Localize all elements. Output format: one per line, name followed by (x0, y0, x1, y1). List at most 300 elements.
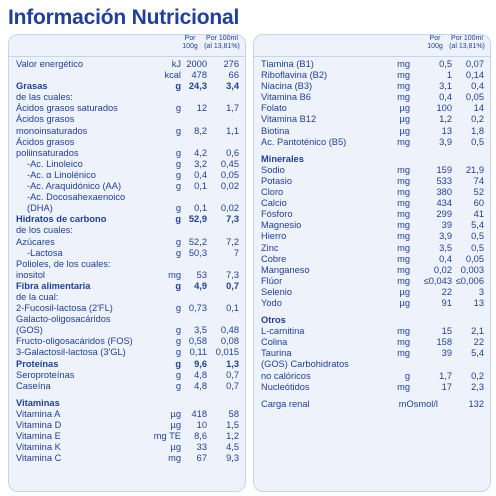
section-fats (9, 81, 245, 214)
nutrient-row-ac-pantotenico-b5 (254, 137, 490, 148)
value-per-100ml: 9,3 (226, 453, 239, 464)
nutrient-unit: g (175, 236, 181, 247)
nutrient-row-vitaminas (9, 398, 245, 409)
nutrient-label: Flúor (261, 275, 283, 286)
nutrient-row-yodo (254, 298, 490, 309)
value-per-100g: 39 (441, 348, 452, 359)
nutrient-unit: g (175, 214, 181, 225)
nutrient-label: Nucleótidos (261, 381, 310, 392)
value-per-100g: 13 (441, 125, 452, 136)
value-per-100g: 3,1 (439, 81, 452, 92)
renal-load-unit: mOsmol/l (398, 398, 438, 409)
value-per-100ml: 60 (473, 198, 484, 209)
nutrient-row-vitamina-d (9, 420, 245, 431)
nutrient-row-vitamina-e (9, 431, 245, 442)
nutrient-row-ac-linolenico (9, 170, 245, 181)
value-per-100ml: 0,6 (226, 147, 239, 158)
nutrient-label: Fibra alimentaria (16, 280, 91, 291)
nutrient-label: de la cual: (16, 291, 59, 302)
nutrient-unit: g (175, 358, 181, 369)
nutrient-label: Manganeso (261, 264, 310, 275)
section-minerals (254, 154, 490, 309)
nutrient-label: Galacto-oligosacáridos (16, 314, 111, 325)
value-per-100ml: 41 (473, 209, 484, 220)
nutrient-row-colina (254, 337, 490, 348)
value-per-100ml: 0,7 (226, 280, 239, 291)
value-per-100ml: 0,4 (471, 81, 484, 92)
value-per-100g: 52,9 (188, 214, 207, 225)
nutrient-unit: mg (397, 70, 410, 81)
value-per-100g: 4,2 (194, 147, 207, 158)
nutrient-row-vitamina-b12 (254, 114, 490, 125)
nutrient-unit: mg (397, 81, 410, 92)
nutrient-label: Proteínas (16, 358, 59, 369)
nutrient-row-azucares (9, 237, 245, 248)
nutrient-row-acidos-grasos (9, 137, 245, 148)
nutrient-unit: g (175, 125, 181, 136)
nutrient-unit: g (175, 147, 181, 158)
nutrient-row-sodio (254, 165, 490, 176)
value-per-100g: 0,4 (439, 253, 452, 264)
header-divider (9, 56, 245, 57)
value-per-100ml: 0,02 (220, 181, 239, 192)
nutrient-label: Taurina (261, 348, 292, 359)
value-per-100g: 3,5 (194, 325, 207, 336)
nutrient-row-monoinsaturados (9, 126, 245, 137)
nutrient-unit: mg (397, 275, 410, 286)
nutrient-row-nucleotidos (254, 382, 490, 393)
value-per-100g: 3,2 (194, 158, 207, 169)
nutrient-row-acidos-grasos (9, 114, 245, 125)
header-divider-right (254, 56, 490, 57)
nutrient-unit: mg (397, 242, 410, 253)
nutrient-row-otros (254, 315, 490, 326)
header-per-100ml-right (446, 35, 488, 53)
nutrient-row-seroproteinas (9, 370, 245, 381)
header-per-100ml-line1: Por 100ml (206, 35, 238, 42)
nutrient-label: Colina (261, 337, 288, 348)
nutrient-row-hidratos-de-carbono (9, 214, 245, 225)
value-per-100g: 24,3 (188, 81, 207, 92)
nutrient-unit: mg (397, 326, 410, 337)
nutrient-unit: g (175, 380, 181, 391)
nutrient-row-no-caloricos (254, 371, 490, 382)
value-per-100ml: 14 (473, 103, 484, 114)
nutrient-label: Valor energético (16, 59, 84, 69)
nutrient-label: Fósforo (261, 209, 293, 220)
nutrient-row-vitamina-b6 (254, 92, 490, 103)
nutrient-unit: mg (168, 453, 181, 464)
nutrient-label: Yodo (261, 297, 282, 308)
value-per-100ml: ≤0,006 (455, 275, 484, 286)
value-per-100ml: 2,3 (471, 381, 484, 392)
nutrient-row-manganeso (254, 265, 490, 276)
nutrient-unit: g (175, 169, 181, 180)
nutrient-row-grasas (9, 81, 245, 92)
value-per-100ml: 276 (223, 59, 239, 69)
nutrient-unit: mg TE (153, 431, 181, 442)
nutrient-row-polioles-de-los-cuales (9, 259, 245, 270)
value-per-100g: 53 (196, 269, 207, 280)
nutrient-label: Sodio (261, 164, 285, 175)
value-per-100g: 434 (436, 198, 452, 209)
nutrient-unit: µg (170, 420, 181, 430)
nutrient-row-poliinsaturados (9, 148, 245, 159)
nutrient-label: Ácidos grasos (16, 136, 75, 147)
value-per-100g: 3,9 (439, 136, 452, 147)
value-per-100ml: 0,7 (226, 369, 239, 380)
nutrient-unit: mg (397, 136, 410, 147)
nutrient-label: L-carnitina (261, 326, 305, 337)
nutrient-label: (GOS) (16, 325, 43, 336)
nutrient-row-galacto-oligosacaridos (9, 314, 245, 325)
nutrient-row-caseina (9, 381, 245, 392)
value-per-100g: 10 (196, 420, 207, 430)
nutrient-row-taurina (254, 348, 490, 359)
nutrient-unit: g (175, 347, 181, 358)
value-per-100ml: 5,4 (471, 220, 484, 231)
nutrient-label: Hidratos de carbono (16, 214, 107, 225)
header-per-100ml-right-line2: (al 13,81%) (449, 43, 485, 50)
nutrient-label: Ac. Pantoténico (B5) (261, 136, 347, 147)
section-others (254, 315, 490, 393)
value-per-100ml: 0,07 (465, 59, 484, 69)
header-per-100g-line1: Por (184, 35, 196, 42)
nutrient-label: Riboflavina (B2) (261, 70, 328, 81)
nutrient-row-fibra-alimentaria (9, 281, 245, 292)
nutrient-label: Vitamina E (16, 431, 61, 442)
value-per-100ml: 0,015 (215, 347, 239, 358)
value-per-100ml: 52 (473, 187, 484, 198)
value-per-100g: 9,6 (194, 358, 207, 369)
nutrient-row-valor-energetico (9, 59, 245, 70)
value-per-100g: 299 (436, 209, 452, 220)
renal-load-value: 132 (468, 398, 484, 409)
value-per-100ml: 0,003 (460, 264, 484, 275)
header-per-100g-line2: 100g (182, 43, 198, 50)
nutrient-unit: g (175, 280, 181, 291)
nutrient-row-tiamina-b1 (254, 59, 490, 70)
value-per-100g: 52,2 (188, 236, 207, 247)
value-per-100g: 33 (196, 442, 207, 453)
nutrient-row-biotina (254, 126, 490, 137)
value-per-100ml: 1,7 (226, 103, 239, 114)
section-carbs (9, 214, 245, 281)
nutrient-unit: g (404, 370, 410, 381)
nutrient-unit: mg (397, 187, 410, 198)
nutrient-label: Ácidos grasos (16, 114, 75, 125)
nutrient-unit: g (175, 325, 181, 336)
nutrient-unit: g (175, 247, 181, 258)
value-per-100g: 1,2 (439, 114, 452, 125)
value-per-100ml: 0,5 (471, 136, 484, 147)
nutrient-label: Vitamina A (16, 408, 61, 419)
nutrient-row-ac-araquidonico-aa (9, 181, 245, 192)
nutrient-unit: mg (397, 198, 410, 209)
value-per-100g: 12 (196, 103, 207, 114)
nutrient-row-minerales (254, 154, 490, 165)
nutrient-row-vitamina-c (9, 453, 245, 464)
nutrient-label: (GOS) Carbohidratos (261, 359, 349, 370)
value-per-100ml: 21,9 (465, 164, 484, 175)
nutrient-label: poliinsaturados (16, 147, 79, 158)
header-per-100ml (201, 35, 243, 53)
nutrient-label: de las cuales: (16, 92, 73, 103)
nutrient-unit: kcal (164, 70, 181, 81)
value-per-100g: 39 (441, 220, 452, 231)
nutrient-label: Ácidos grasos saturados (16, 103, 118, 114)
value-per-100g: 17 (441, 381, 452, 392)
section-proteins (9, 359, 245, 392)
nutrient-unit: g (175, 181, 181, 192)
nutrient-unit: mg (397, 209, 410, 220)
left-nutrition-panel (8, 34, 246, 492)
value-per-100g: 0,11 (189, 347, 207, 358)
nutrient-label: Polioles, de los cuales: (16, 258, 111, 269)
nutrient-label: (DHA) (27, 203, 53, 214)
value-per-100ml: 0,5 (471, 231, 484, 242)
section-energy (9, 59, 245, 81)
value-per-100ml: 7,3 (226, 214, 239, 225)
nutrient-label: Vitamina C (16, 453, 62, 464)
nutrient-row-de-la-cual (9, 292, 245, 303)
value-per-100g: 0,1 (194, 181, 207, 192)
value-per-100ml: 3 (478, 286, 484, 297)
value-per-100ml: 1,5 (226, 420, 239, 430)
nutrient-label: -Ac. Linoleico (27, 158, 83, 169)
value-per-100g: 158 (436, 337, 452, 348)
nutrient-unit: mg (397, 348, 410, 359)
nutrient-label: Tiamina (B1) (261, 59, 314, 69)
section-vitamins-b (254, 59, 490, 148)
value-per-100ml: 5,4 (471, 348, 484, 359)
value-per-100g: 0,02 (433, 264, 452, 275)
value-per-100ml: 7,2 (226, 236, 239, 247)
nutrient-label: Cloro (261, 187, 284, 198)
value-per-100g: 0,5 (439, 59, 452, 69)
nutrient-unit: g (175, 336, 181, 347)
value-per-100g: 8,6 (194, 431, 207, 442)
nutrient-label: Vitamina B12 (261, 114, 317, 125)
header-per-100g-right-line1: Por (429, 35, 441, 42)
nutrient-label: Grasas (16, 81, 48, 92)
nutrient-row-cloro (254, 187, 490, 198)
right-nutrition-panel (253, 34, 491, 492)
value-per-100g: 22 (441, 286, 452, 297)
value-per-100ml: 7,3 (226, 269, 239, 280)
nutrient-label: -Ac. Araquidónico (AA) (27, 181, 122, 192)
nutrient-label: 2-Fucosil-lactosa (2'FL) (16, 303, 113, 314)
nutrient-label: no calóricos (261, 370, 311, 381)
nutrient-unit: mg (397, 92, 410, 103)
nutrient-row-cobre (254, 254, 490, 265)
value-per-100g: 380 (436, 187, 452, 198)
nutrient-label: Zinc (261, 242, 279, 253)
nutrient-unit: µg (170, 442, 181, 453)
value-per-100ml: 66 (228, 70, 239, 81)
nutrient-unit: µg (399, 286, 410, 297)
value-per-100g: 0,4 (439, 92, 452, 103)
value-per-100ml: 0,7 (226, 380, 239, 391)
nutrient-label: inositol (16, 269, 45, 280)
nutrient-unit: µg (170, 408, 181, 419)
nutrient-unit: mg (397, 337, 410, 348)
nutrient-label: Caseína (16, 380, 51, 391)
nutrient-unit: mg (397, 59, 410, 69)
nutrient-row-continuation-1 (9, 70, 245, 81)
value-per-100g: 67 (196, 453, 207, 464)
nutrient-row-magnesio (254, 220, 490, 231)
value-per-100ml: 3,4 (226, 81, 239, 92)
nutrient-label: Seroproteínas (16, 369, 75, 380)
value-per-100g: 3,9 (439, 231, 452, 242)
value-per-100ml: 1,2 (226, 431, 239, 442)
value-per-100ml: 0,14 (465, 70, 484, 81)
renal-load-row (254, 399, 490, 410)
nutrient-unit: g (175, 369, 181, 380)
nutrient-label: Vitaminas (16, 397, 60, 408)
value-per-100g: 418 (191, 408, 207, 419)
nutrient-label: Calcio (261, 198, 287, 209)
value-per-100g: 1,7 (439, 370, 452, 381)
nutrient-unit: mg (168, 269, 181, 280)
value-per-100ml: 0,2 (471, 114, 484, 125)
nutrient-unit: mg (397, 381, 410, 392)
header-per-100g-right-line2: 100g (427, 43, 443, 50)
value-per-100g: 3,5 (439, 242, 452, 253)
nutrient-label: Vitamina B6 (261, 92, 311, 103)
value-per-100ml: 1,8 (471, 125, 484, 136)
value-per-100g: 50,3 (188, 247, 207, 258)
value-per-100g: 478 (191, 70, 207, 81)
value-per-100g: 533 (436, 175, 452, 186)
value-per-100ml: 1,3 (226, 358, 239, 369)
nutrient-row-selenio (254, 287, 490, 298)
nutrient-unit: mg (397, 231, 410, 242)
value-per-100ml: 0,08 (220, 336, 239, 347)
value-per-100g: 0,4 (194, 169, 207, 180)
nutrient-unit: g (175, 103, 181, 114)
value-per-100g: 4,9 (194, 280, 207, 291)
value-per-100ml: 0,45 (220, 158, 239, 169)
value-per-100ml: 0,02 (220, 203, 239, 214)
value-per-100ml: 22 (473, 337, 484, 348)
nutrient-row-de-los-cuales (9, 225, 245, 236)
nutrient-row-fosforo (254, 209, 490, 220)
nutrient-row-ac-docosahexaenoico (9, 192, 245, 203)
nutrient-unit: mg (397, 264, 410, 275)
value-per-100g: 0,73 (188, 303, 207, 314)
value-per-100ml: 74 (473, 175, 484, 186)
value-per-100ml: 0,05 (465, 92, 484, 103)
nutrient-label: -Ac. α Linolénico (27, 169, 96, 180)
nutrient-unit: g (175, 203, 181, 214)
value-per-100ml: 0,48 (220, 325, 239, 336)
section-fiber (9, 281, 245, 359)
value-per-100ml: 13 (473, 297, 484, 308)
value-per-100g: 2000 (186, 59, 207, 69)
value-per-100g: ≤0,043 (423, 275, 452, 286)
nutrient-label: Cobre (261, 253, 287, 264)
nutrient-label: Azúcares (16, 236, 55, 247)
nutrient-label: -Ac. Docosahexaenoico (27, 192, 126, 203)
value-per-100g: 15 (441, 326, 452, 337)
nutrient-label: de los cuales: (16, 225, 73, 236)
nutrient-unit: g (175, 303, 181, 314)
value-per-100g: 4,8 (194, 380, 207, 391)
nutrient-unit: mg (397, 164, 410, 175)
nutrient-label: Vitamina D (16, 420, 62, 430)
value-per-100ml: 1,1 (226, 125, 239, 136)
nutrient-unit: µg (399, 297, 410, 308)
value-per-100g: 4,8 (194, 369, 207, 380)
nutrient-row-gos (9, 325, 245, 336)
nutrient-row-lactosa (9, 248, 245, 259)
value-per-100ml: 0,05 (465, 253, 484, 264)
value-per-100ml: 7 (233, 247, 239, 258)
nutrient-label: 3-Galactosil-lactosa (3'GL) (16, 347, 126, 358)
nutrient-row-hierro (254, 231, 490, 242)
nutrient-unit: µg (399, 125, 410, 136)
nutrient-label: Fructo-oligosacáridos (FOS) (16, 336, 133, 347)
renal-load-label: Carga renal (261, 398, 310, 409)
nutrient-row-acidos-grasos-saturados (9, 103, 245, 114)
nutrient-row-potasio (254, 176, 490, 187)
nutrient-unit: µg (399, 114, 410, 125)
nutrient-label: Otros (261, 315, 286, 326)
nutrient-row-inositol (9, 270, 245, 281)
nutrient-unit: kJ (171, 59, 181, 69)
value-per-100ml: 0,2 (471, 370, 484, 381)
nutrient-row-fructo-oligosacaridos-fos (9, 336, 245, 347)
value-per-100g: 0,1 (194, 203, 207, 214)
nutrient-unit: mg (397, 220, 410, 231)
value-per-100g: 0,58 (188, 336, 207, 347)
nutrient-label: Niacina (B3) (261, 81, 313, 92)
value-per-100g: 8,2 (194, 125, 207, 136)
page-title: Información Nutricional (8, 6, 240, 29)
nutrient-row-3-galactosil-lactosa-3-gl (9, 347, 245, 358)
value-per-100g: 1 (446, 70, 452, 81)
nutrient-unit: g (175, 158, 181, 169)
nutrient-row-zinc (254, 243, 490, 254)
nutrient-row-l-carnitina (254, 326, 490, 337)
value-per-100ml: 0,05 (220, 169, 239, 180)
nutrient-label: Biotina (261, 125, 290, 136)
value-per-100ml: 4,5 (226, 442, 239, 453)
nutrient-row-de-las-cuales (9, 92, 245, 103)
nutrient-row-gos-carbohidratos (254, 359, 490, 370)
value-per-100ml: 0,1 (226, 303, 239, 314)
nutrient-row-vitamina-k (9, 442, 245, 453)
nutrient-row-niacina-b3 (254, 81, 490, 92)
nutrient-label: Folato (261, 103, 287, 114)
section-vitamins (9, 398, 245, 465)
nutrient-row-vitamina-a (9, 409, 245, 420)
nutrient-row-riboflavina-b2 (254, 70, 490, 81)
nutrient-unit: mg (397, 253, 410, 264)
value-per-100g: 159 (436, 164, 452, 175)
nutrient-label: monoinsaturados (16, 125, 88, 136)
nutrient-row-2-fucosil-lactosa-2-fl (9, 303, 245, 314)
value-per-100g: 91 (441, 297, 452, 308)
header-per-100ml-right-line1: Por 100ml (451, 35, 483, 42)
nutrient-label: Minerales (261, 153, 304, 164)
nutrient-row-proteinas (9, 359, 245, 370)
nutrient-row-fluor (254, 276, 490, 287)
nutrient-unit: µg (399, 103, 410, 114)
nutrient-label: Selenio (261, 286, 293, 297)
